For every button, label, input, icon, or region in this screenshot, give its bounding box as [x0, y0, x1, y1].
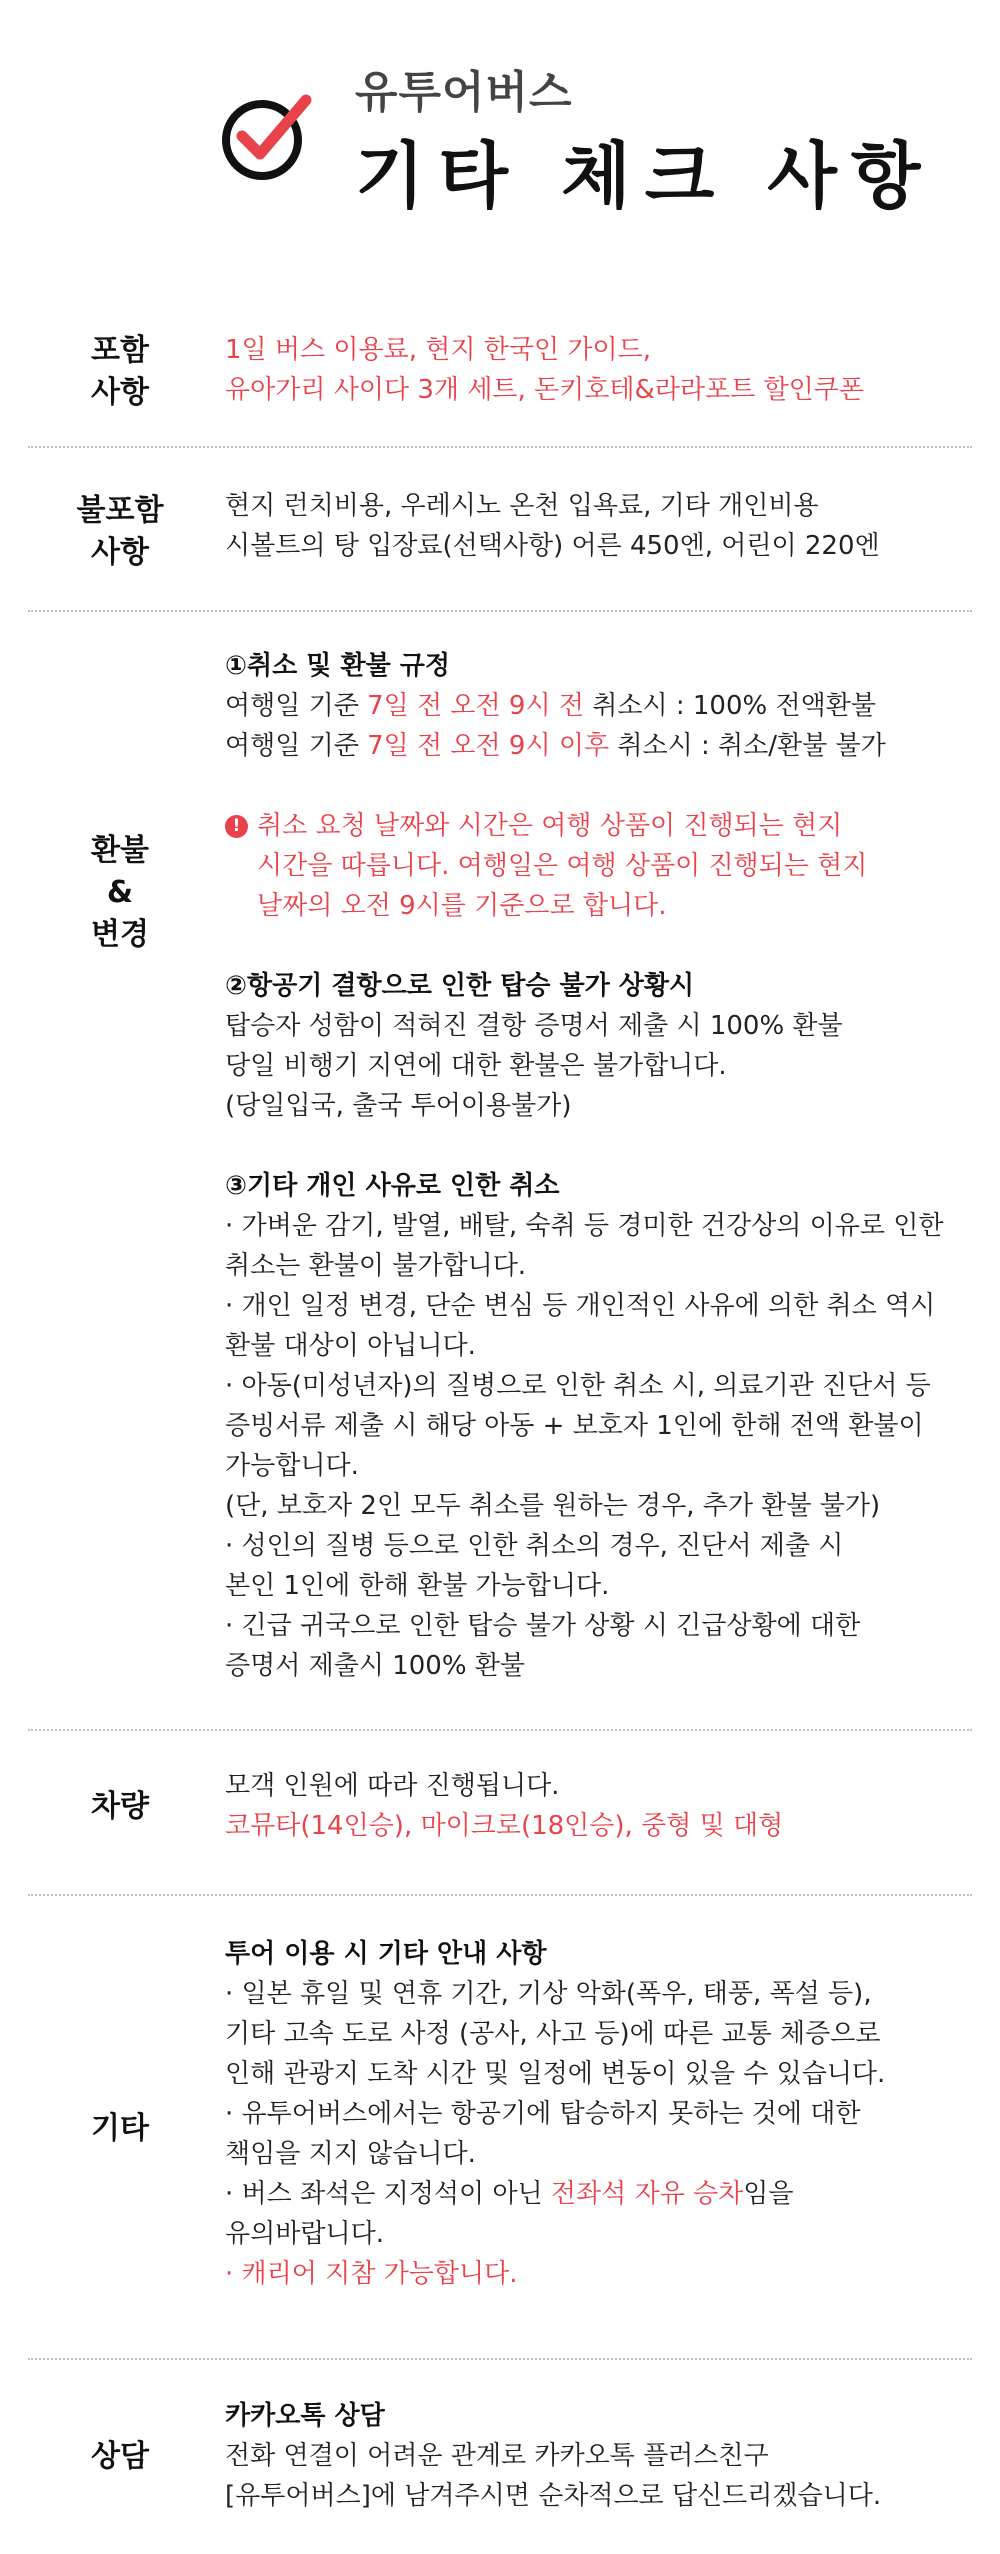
flight-title: ②항공기 결항으로 인한 탑승 불가 상황시	[225, 971, 695, 1001]
section-content	[225, 330, 985, 410]
personal-line: 가능합니다.	[225, 1451, 359, 1481]
personal-line: · 개인 일정 변경, 단순 변심 등 개인적인 사유에 의한 취소 역시	[225, 1291, 936, 1321]
section-content	[225, 646, 985, 1686]
personal-line: 증빙서류 제출 시 해당 아동 + 보호자 1인에 한해 전액 환불이	[225, 1411, 924, 1441]
consult-line: 전화 연결이 어려운 관계로 카카오톡 플러스친구	[225, 2441, 769, 2471]
divider	[28, 446, 972, 448]
policy-title: ①취소 및 환불 규정	[225, 651, 450, 681]
policy-line: 여행일 기준 7일 전 오전 9시 전 취소시 : 100% 전액환불	[225, 691, 876, 721]
section-label: 불포함 사항	[76, 493, 164, 570]
section-label: 기타	[91, 2111, 149, 2146]
divider	[28, 1729, 972, 1731]
luggage-line: · 캐리어 지참 가능합니다.	[225, 2259, 518, 2289]
personal-line: 취소는 환불이 불가합니다.	[225, 1251, 527, 1281]
section-label: 환불 & 변경	[91, 833, 149, 952]
personal-line: · 가벼운 감기, 발열, 배탈, 숙취 등 경미한 건강상의 이유로 인한	[225, 1211, 944, 1241]
excluded-line: 현지 런치비용, 우레시노 온천 입욕료, 기타 개인비용	[225, 491, 819, 521]
brand-name: 유투어버스	[355, 67, 573, 118]
included-line: 1일 버스 이용료, 현지 한국인 가이드,	[225, 335, 652, 365]
personal-line: 본인 1인에 한해 환불 가능합니다.	[225, 1571, 610, 1601]
section-content	[225, 486, 985, 566]
divider	[28, 1894, 972, 1896]
personal-line: · 아동(미성년자)의 질병으로 인한 취소 시, 의료기관 진단서 등	[225, 1371, 931, 1401]
etc-line: 인해 관광지 도착 시간 및 일정에 변동이 있을 수 있습니다.	[225, 2059, 886, 2089]
policy-line: 여행일 기준 7일 전 오전 9시 이후 취소시 : 취소/환불 불가	[225, 731, 886, 761]
personal-line: 증명서 제출시 100% 환불	[225, 1651, 526, 1681]
flight-line: (당일입국, 출국 투어이용불가)	[225, 1091, 572, 1121]
vehicle-types: 코뮤타(14인승), 마이크로(18인승), 중형 및 대형	[225, 1811, 784, 1841]
section-content	[225, 1934, 985, 2294]
etc-line: · 일본 휴일 및 연휴 기간, 기상 악화(폭우, 태풍, 폭설 등),	[225, 1979, 872, 2009]
etc-title: 투어 이용 시 기타 안내 사항	[225, 1939, 547, 1969]
personal-title: ③기타 개인 사유로 인한 취소	[225, 1171, 560, 1201]
included-line: 유아가리 사이다 3개 세트, 돈키호테&라라포트 할인쿠폰	[225, 375, 864, 405]
personal-line: (단, 보호자 2인 모두 취소를 원하는 경우, 추가 환불 불가)	[225, 1491, 881, 1521]
etc-line: · 유투어버스에서는 항공기에 탑승하지 못하는 것에 대한	[225, 2099, 861, 2129]
divider	[28, 610, 972, 612]
flight-line: 탑승자 성함이 적혀진 결항 증명서 제출 시 100% 환불	[225, 1011, 843, 1041]
section-content	[225, 2396, 985, 2516]
flight-line: 당일 비행기 지연에 대한 환불은 불가합니다.	[225, 1051, 727, 1081]
seat-line: · 버스 좌석은 지정석이 아닌 전좌석 자유 승차임을	[225, 2179, 794, 2209]
seat-line-2: 유의바랍니다.	[225, 2219, 384, 2249]
excluded-line: 시볼트의 탕 입장료(선택사항) 어른 450엔, 어린이 220엔	[225, 531, 880, 561]
page-title: 기타 체크 사항	[355, 134, 935, 218]
consult-title: 카카오톡 상담	[225, 2401, 385, 2431]
etc-line: 책임을 지지 않습니다.	[225, 2139, 476, 2169]
check-circle-icon	[218, 86, 318, 186]
header	[0, 0, 1000, 260]
section-content	[225, 1766, 985, 1846]
divider	[28, 2358, 972, 2360]
personal-line: · 긴급 귀국으로 인한 탑승 불가 상황 시 긴급상황에 대한	[225, 1611, 861, 1641]
section-label: 차량	[91, 1789, 149, 1824]
etc-line: 기타 고속 도로 사정 (공사, 사고 등)에 따른 교통 체증으로	[225, 2019, 881, 2049]
vehicle-line: 모객 인원에 따라 진행됩니다.	[225, 1771, 560, 1801]
section-label: 포함 사항	[91, 333, 149, 410]
personal-line: · 성인의 질병 등으로 인한 취소의 경우, 진단서 제출 시	[225, 1531, 844, 1561]
personal-line: 환불 대상이 아닙니다.	[225, 1331, 476, 1361]
exclamation-circle-icon: !	[225, 815, 248, 838]
warning-note: ! 취소 요청 날짜와 시간은 여행 상품이 진행되는 현지 시간을 따릅니다. 여행일은 여행 상품이 진행되는 현지 날짜의 오전 9시를 기준으로 합니다.	[225, 806, 985, 926]
consult-line: [유투어버스]에 남겨주시면 순차적으로 답신드리겠습니다.	[225, 2481, 882, 2511]
section-label: 상담	[91, 2439, 149, 2474]
